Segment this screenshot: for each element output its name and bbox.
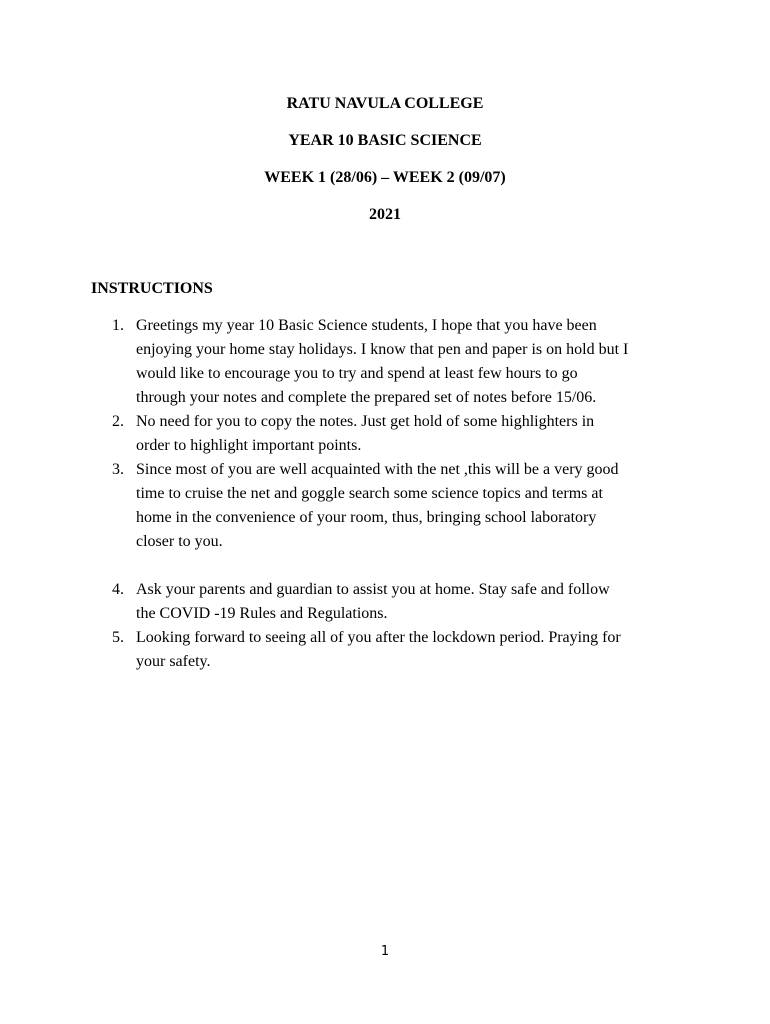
instruction-item-4 — [91, 578, 691, 626]
document-header — [0, 94, 770, 242]
week-range: WEEK 1 (28/06) – WEEK 2 (09/07) — [264, 169, 506, 186]
instruction-number: 2. — [112, 413, 124, 430]
instruction-item-3 — [91, 458, 691, 554]
instruction-item-1 — [91, 314, 691, 410]
instruction-line: Ask your parents and guardian to assist you at home. Stay safe and follow — [136, 581, 610, 598]
instruction-line: your safety. — [136, 653, 211, 670]
instruction-number: 5. — [112, 629, 124, 646]
instruction-number: 1. — [112, 317, 124, 334]
instruction-line: time to cruise the net and goggle search some science topics and terms at — [136, 485, 603, 502]
instructions-list — [91, 314, 691, 674]
instruction-line: No need for you to copy the notes. Just get hold of some highlighters in — [136, 413, 595, 430]
page-number: 1 — [380, 944, 390, 959]
instruction-line: Looking forward to seeing all of you after the lockdown period. Praying for — [136, 629, 621, 646]
instruction-line: would like to encourage you to try and spend at least few hours to go — [136, 365, 578, 382]
instruction-line: Since most of you are well acquainted with the net ,this will be a very good — [136, 461, 619, 478]
instruction-line: the COVID -19 Rules and Regulations. — [136, 605, 388, 622]
instruction-line: home in the convenience of your room, thus, bringing school laboratory — [136, 509, 597, 526]
instruction-number: 4. — [112, 581, 124, 598]
instruction-line: Greetings my year 10 Basic Science students, I hope that you have been — [136, 317, 597, 334]
document-year: 2021 — [369, 206, 401, 223]
instruction-line: enjoying your home stay holidays. I know that pen and paper is on hold but I — [136, 341, 629, 358]
instruction-line: order to highlight important points. — [136, 437, 362, 454]
instructions-heading: INSTRUCTIONS — [91, 280, 213, 297]
instruction-item-5 — [91, 626, 691, 674]
school-name: RATU NAVULA COLLEGE — [286, 95, 484, 112]
subject-title: YEAR 10 BASIC SCIENCE — [288, 132, 482, 149]
instruction-item-2 — [91, 410, 691, 458]
instruction-number: 3. — [112, 461, 124, 478]
instruction-line: through your notes and complete the prepared set of notes before 15/06. — [136, 389, 597, 406]
instruction-line: closer to you. — [136, 533, 223, 550]
